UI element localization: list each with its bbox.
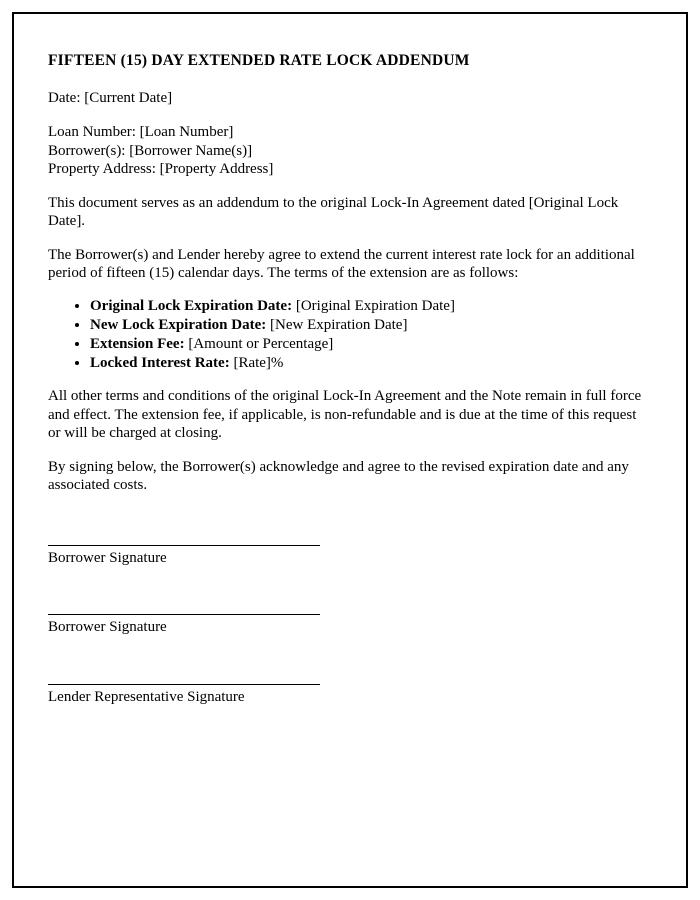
signature-line (48, 600, 320, 615)
term-item-original-expiration (90, 297, 650, 316)
borrower-signature-1 (48, 531, 650, 568)
signature-line (48, 531, 320, 546)
date-line: Date: [Current Date] (48, 89, 173, 106)
term-item-extension-fee (90, 335, 650, 354)
term-value: [Original Expiration Date] (292, 297, 455, 314)
document-page (12, 12, 688, 888)
loan-info-block (48, 123, 650, 179)
conditions-paragraph: All other terms and conditions of the original Lock-In Agreement and the Note remain in full force and effect. The extension fee, if applicable, is non-refundable and is due at the time of this request or will be charged at closing. (48, 388, 642, 441)
signature-label: Lender Representative Signature (48, 688, 245, 705)
term-label: New Lock Expiration Date: (90, 316, 267, 333)
term-value: [Amount or Percentage] (184, 335, 334, 352)
borrowers-line: Borrower(s): [Borrower Name(s)] (48, 142, 253, 159)
term-label: Extension Fee: (90, 335, 185, 352)
agreement-paragraph: The Borrower(s) and Lender hereby agree to extend the current interest rate lock for an additional period of fifteen (15) calendar days. The terms of the extension are as follows: (48, 246, 635, 281)
term-value: [Rate]% (229, 354, 284, 371)
term-item-new-expiration (90, 316, 650, 335)
document-title: FIFTEEN (15) DAY EXTENDED RATE LOCK ADDENDUM (48, 52, 470, 69)
signature-label: Borrower Signature (48, 549, 167, 566)
document-content (14, 14, 686, 706)
borrower-signature-2 (48, 600, 650, 637)
property-address-line: Property Address: [Property Address] (48, 161, 274, 177)
signature-block (48, 531, 650, 707)
intro-paragraph: This document serves as an addendum to the original Lock-In Agreement dated [Original Lock Date]. (48, 194, 619, 229)
signing-paragraph: By signing below, the Borrower(s) acknowledge and agree to the revised expiration date and any associated costs. (48, 458, 629, 493)
term-label: Original Lock Expiration Date: (90, 297, 293, 314)
signature-line (48, 670, 320, 685)
term-value: [New Expiration Date] (266, 316, 408, 333)
term-item-locked-rate (90, 354, 650, 373)
signature-label: Borrower Signature (48, 619, 167, 635)
lender-representative-signature (48, 670, 650, 707)
term-label: Locked Interest Rate: (90, 354, 230, 371)
terms-list (48, 297, 650, 373)
loan-number-line: Loan Number: [Loan Number] (48, 124, 234, 140)
